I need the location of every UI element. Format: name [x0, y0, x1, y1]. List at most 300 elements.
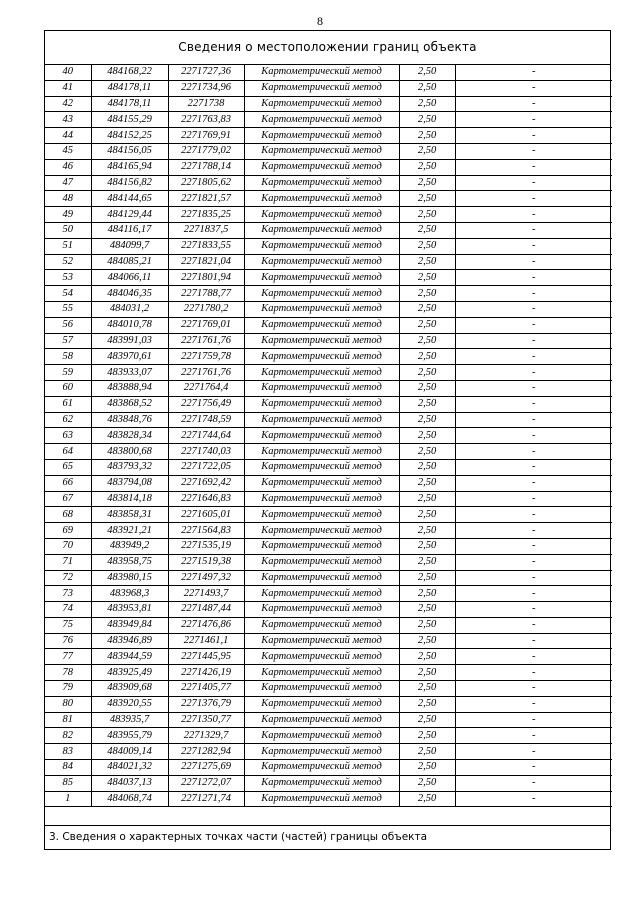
point-number-cell: 52 [45, 254, 91, 270]
point-number-cell: 59 [45, 365, 91, 381]
x-coordinate-cell: 483955,79 [91, 728, 168, 744]
description-cell: - [455, 175, 612, 191]
point-number-cell: 45 [45, 143, 91, 159]
table-row [45, 728, 612, 744]
method-cell: Картометрический метод [244, 143, 399, 159]
description-cell: - [455, 65, 612, 80]
description-cell: - [455, 80, 612, 96]
method-cell: Картометрический метод [244, 159, 399, 175]
y-coordinate-cell: 2271801,94 [168, 270, 244, 286]
point-number-cell: 75 [45, 617, 91, 633]
method-cell: Картометрический метод [244, 602, 399, 618]
accuracy-cell: 2,50 [399, 412, 455, 428]
point-number-cell: 76 [45, 633, 91, 649]
x-coordinate-cell: 483933,07 [91, 365, 168, 381]
table-row [45, 586, 612, 602]
y-coordinate-cell: 2271821,04 [168, 254, 244, 270]
table-row [45, 760, 612, 776]
method-cell: Картометрический метод [244, 128, 399, 144]
accuracy-cell: 2,50 [399, 428, 455, 444]
y-coordinate-cell: 2271376,79 [168, 696, 244, 712]
accuracy-cell: 2,50 [399, 207, 455, 223]
point-number-cell: 79 [45, 681, 91, 697]
x-coordinate-cell: 483953,81 [91, 602, 168, 618]
accuracy-cell: 2,50 [399, 633, 455, 649]
table-row [45, 349, 612, 365]
x-coordinate-cell: 484168,22 [91, 65, 168, 80]
x-coordinate-cell: 483968,3 [91, 586, 168, 602]
accuracy-cell: 2,50 [399, 523, 455, 539]
y-coordinate-cell: 2271763,83 [168, 112, 244, 128]
method-cell: Картометрический метод [244, 665, 399, 681]
description-cell: - [455, 349, 612, 365]
description-cell: - [455, 681, 612, 697]
table-row [45, 712, 612, 728]
point-number-cell: 63 [45, 428, 91, 444]
description-cell: - [455, 396, 612, 412]
table-row [45, 617, 612, 633]
description-cell: - [455, 791, 612, 807]
table-row [45, 428, 612, 444]
point-number-cell: 57 [45, 333, 91, 349]
description-cell: - [455, 333, 612, 349]
accuracy-cell: 2,50 [399, 602, 455, 618]
method-cell: Картометрический метод [244, 412, 399, 428]
table-row [45, 222, 612, 238]
x-coordinate-cell: 484152,25 [91, 128, 168, 144]
method-cell: Картометрический метод [244, 380, 399, 396]
page-number: 8 [317, 14, 323, 28]
x-coordinate-cell: 484037,13 [91, 775, 168, 791]
description-cell: - [455, 775, 612, 791]
description-cell: - [455, 760, 612, 776]
table-row [45, 333, 612, 349]
y-coordinate-cell: 2271821,57 [168, 191, 244, 207]
method-cell: Картометрический метод [244, 507, 399, 523]
point-number-cell: 73 [45, 586, 91, 602]
method-cell: Картометрический метод [244, 191, 399, 207]
table-row [45, 491, 612, 507]
point-number-cell: 67 [45, 491, 91, 507]
x-coordinate-cell: 484116,17 [91, 222, 168, 238]
point-number-cell: 84 [45, 760, 91, 776]
description-cell: - [455, 207, 612, 223]
y-coordinate-cell: 2271461,1 [168, 633, 244, 649]
accuracy-cell: 2,50 [399, 760, 455, 776]
description-cell: - [455, 365, 612, 381]
y-coordinate-cell: 2271833,55 [168, 238, 244, 254]
point-number-cell: 60 [45, 380, 91, 396]
description-cell: - [455, 649, 612, 665]
table-row [45, 696, 612, 712]
accuracy-cell: 2,50 [399, 649, 455, 665]
x-coordinate-cell: 483935,7 [91, 712, 168, 728]
method-cell: Картометрический метод [244, 459, 399, 475]
accuracy-cell: 2,50 [399, 665, 455, 681]
description-cell: - [455, 444, 612, 460]
description-cell: - [455, 159, 612, 175]
description-cell: - [455, 380, 612, 396]
y-coordinate-cell: 2271779,02 [168, 143, 244, 159]
coordinates-table-body [45, 65, 612, 807]
y-coordinate-cell: 2271493,7 [168, 586, 244, 602]
accuracy-cell: 2,50 [399, 475, 455, 491]
method-cell: Картометрический метод [244, 175, 399, 191]
accuracy-cell: 2,50 [399, 396, 455, 412]
accuracy-cell: 2,50 [399, 65, 455, 80]
x-coordinate-cell: 483970,61 [91, 349, 168, 365]
point-number-cell: 65 [45, 459, 91, 475]
x-coordinate-cell: 483848,76 [91, 412, 168, 428]
x-coordinate-cell: 484066,11 [91, 270, 168, 286]
accuracy-cell: 2,50 [399, 159, 455, 175]
x-coordinate-cell: 484068,74 [91, 791, 168, 807]
description-cell: - [455, 475, 612, 491]
accuracy-cell: 2,50 [399, 333, 455, 349]
x-coordinate-cell: 483925,49 [91, 665, 168, 681]
method-cell: Картометрический метод [244, 270, 399, 286]
accuracy-cell: 2,50 [399, 444, 455, 460]
x-coordinate-cell: 484129,44 [91, 207, 168, 223]
y-coordinate-cell: 2271788,14 [168, 159, 244, 175]
description-cell: - [455, 617, 612, 633]
y-coordinate-cell: 2271837,5 [168, 222, 244, 238]
method-cell: Картометрический метод [244, 744, 399, 760]
accuracy-cell: 2,50 [399, 270, 455, 286]
y-coordinate-cell: 2271272,07 [168, 775, 244, 791]
x-coordinate-cell: 484021,32 [91, 760, 168, 776]
point-number-cell: 41 [45, 80, 91, 96]
x-coordinate-cell: 483814,18 [91, 491, 168, 507]
x-coordinate-cell: 484009,14 [91, 744, 168, 760]
description-cell: - [455, 570, 612, 586]
point-number-cell: 58 [45, 349, 91, 365]
method-cell: Картометрический метод [244, 317, 399, 333]
description-cell: - [455, 602, 612, 618]
point-number-cell: 49 [45, 207, 91, 223]
y-coordinate-cell: 2271764,4 [168, 380, 244, 396]
y-coordinate-cell: 2271445,95 [168, 649, 244, 665]
table-row [45, 175, 612, 191]
accuracy-cell: 2,50 [399, 143, 455, 159]
point-number-cell: 71 [45, 554, 91, 570]
accuracy-cell: 2,50 [399, 301, 455, 317]
section-title: Сведения о местоположении границ объекта [45, 31, 610, 65]
point-number-cell: 77 [45, 649, 91, 665]
method-cell: Картометрический метод [244, 523, 399, 539]
x-coordinate-cell: 483980,15 [91, 570, 168, 586]
y-coordinate-cell: 2271329,7 [168, 728, 244, 744]
table-row [45, 191, 612, 207]
y-coordinate-cell: 2271564,83 [168, 523, 244, 539]
y-coordinate-cell: 2271759,78 [168, 349, 244, 365]
description-cell: - [455, 317, 612, 333]
x-coordinate-cell: 483888,94 [91, 380, 168, 396]
method-cell: Картометрический метод [244, 649, 399, 665]
method-cell: Картометрический метод [244, 775, 399, 791]
table-row [45, 775, 612, 791]
point-number-cell: 83 [45, 744, 91, 760]
method-cell: Картометрический метод [244, 696, 399, 712]
accuracy-cell: 2,50 [399, 317, 455, 333]
coordinates-table [45, 65, 612, 807]
description-cell: - [455, 301, 612, 317]
table-row [45, 665, 612, 681]
x-coordinate-cell: 483958,75 [91, 554, 168, 570]
accuracy-cell: 2,50 [399, 365, 455, 381]
accuracy-cell: 2,50 [399, 380, 455, 396]
method-cell: Картометрический метод [244, 65, 399, 80]
accuracy-cell: 2,50 [399, 222, 455, 238]
description-cell: - [455, 491, 612, 507]
table-row [45, 475, 612, 491]
accuracy-cell: 2,50 [399, 507, 455, 523]
y-coordinate-cell: 2271282,94 [168, 744, 244, 760]
point-number-cell: 64 [45, 444, 91, 460]
method-cell: Картометрический метод [244, 333, 399, 349]
y-coordinate-cell: 2271646,83 [168, 491, 244, 507]
y-coordinate-cell: 2271405,77 [168, 681, 244, 697]
point-number-cell: 80 [45, 696, 91, 712]
description-cell: - [455, 191, 612, 207]
accuracy-cell: 2,50 [399, 728, 455, 744]
table-row [45, 538, 612, 554]
x-coordinate-cell: 484178,11 [91, 96, 168, 112]
method-cell: Картометрический метод [244, 286, 399, 302]
method-cell: Картометрический метод [244, 791, 399, 807]
y-coordinate-cell: 2271761,76 [168, 365, 244, 381]
point-number-cell: 72 [45, 570, 91, 586]
method-cell: Картометрический метод [244, 365, 399, 381]
method-cell: Картометрический метод [244, 349, 399, 365]
method-cell: Картометрический метод [244, 586, 399, 602]
y-coordinate-cell: 2271487,44 [168, 602, 244, 618]
y-coordinate-cell: 2271535,19 [168, 538, 244, 554]
method-cell: Картометрический метод [244, 254, 399, 270]
y-coordinate-cell: 2271497,32 [168, 570, 244, 586]
y-coordinate-cell: 2271727,36 [168, 65, 244, 80]
point-number-cell: 40 [45, 65, 91, 80]
x-coordinate-cell: 483868,52 [91, 396, 168, 412]
y-coordinate-cell: 2271519,38 [168, 554, 244, 570]
accuracy-cell: 2,50 [399, 254, 455, 270]
point-number-cell: 74 [45, 602, 91, 618]
method-cell: Картометрический метод [244, 238, 399, 254]
table-row [45, 270, 612, 286]
point-number-cell: 81 [45, 712, 91, 728]
accuracy-cell: 2,50 [399, 586, 455, 602]
y-coordinate-cell: 2271350,77 [168, 712, 244, 728]
x-coordinate-cell: 484099,7 [91, 238, 168, 254]
table-row [45, 791, 612, 807]
method-cell: Картометрический метод [244, 444, 399, 460]
accuracy-cell: 2,50 [399, 744, 455, 760]
table-row [45, 143, 612, 159]
table-row [45, 444, 612, 460]
method-cell: Картометрический метод [244, 222, 399, 238]
x-coordinate-cell: 484156,82 [91, 175, 168, 191]
point-number-cell: 42 [45, 96, 91, 112]
point-number-cell: 70 [45, 538, 91, 554]
point-number-cell: 48 [45, 191, 91, 207]
accuracy-cell: 2,50 [399, 570, 455, 586]
y-coordinate-cell: 2271835,25 [168, 207, 244, 223]
accuracy-cell: 2,50 [399, 681, 455, 697]
x-coordinate-cell: 483946,89 [91, 633, 168, 649]
accuracy-cell: 2,50 [399, 538, 455, 554]
y-coordinate-cell: 2271756,49 [168, 396, 244, 412]
table-row [45, 301, 612, 317]
description-cell: - [455, 112, 612, 128]
table-row [45, 633, 612, 649]
table-row [45, 570, 612, 586]
point-number-cell: 78 [45, 665, 91, 681]
method-cell: Картометрический метод [244, 712, 399, 728]
description-cell: - [455, 459, 612, 475]
table-row [45, 554, 612, 570]
method-cell: Картометрический метод [244, 396, 399, 412]
point-number-cell: 51 [45, 238, 91, 254]
accuracy-cell: 2,50 [399, 712, 455, 728]
method-cell: Картометрический метод [244, 80, 399, 96]
method-cell: Картометрический метод [244, 554, 399, 570]
point-number-cell: 82 [45, 728, 91, 744]
y-coordinate-cell: 2271744,64 [168, 428, 244, 444]
table-row [45, 317, 612, 333]
description-cell: - [455, 143, 612, 159]
table-row [45, 128, 612, 144]
x-coordinate-cell: 483921,21 [91, 523, 168, 539]
table-row [45, 112, 612, 128]
y-coordinate-cell: 2271748,59 [168, 412, 244, 428]
table-row [45, 507, 612, 523]
accuracy-cell: 2,50 [399, 128, 455, 144]
y-coordinate-cell: 2271761,76 [168, 333, 244, 349]
x-coordinate-cell: 483793,32 [91, 459, 168, 475]
x-coordinate-cell: 484165,94 [91, 159, 168, 175]
method-cell: Картометрический метод [244, 681, 399, 697]
description-cell: - [455, 712, 612, 728]
table-row [45, 681, 612, 697]
description-cell: - [455, 633, 612, 649]
method-cell: Картометрический метод [244, 491, 399, 507]
x-coordinate-cell: 484085,21 [91, 254, 168, 270]
table-row [45, 396, 612, 412]
description-cell: - [455, 428, 612, 444]
point-number-cell: 69 [45, 523, 91, 539]
y-coordinate-cell: 2271271,74 [168, 791, 244, 807]
table-row [45, 96, 612, 112]
description-cell: - [455, 412, 612, 428]
point-number-cell: 68 [45, 507, 91, 523]
accuracy-cell: 2,50 [399, 80, 455, 96]
description-cell: - [455, 222, 612, 238]
table-row [45, 459, 612, 475]
table-row [45, 602, 612, 618]
table-row [45, 412, 612, 428]
table-row [45, 286, 612, 302]
y-coordinate-cell: 2271605,01 [168, 507, 244, 523]
point-number-cell: 62 [45, 412, 91, 428]
table-row [45, 254, 612, 270]
accuracy-cell: 2,50 [399, 775, 455, 791]
point-number-cell: 85 [45, 775, 91, 791]
method-cell: Картометрический метод [244, 538, 399, 554]
y-coordinate-cell: 2271805,62 [168, 175, 244, 191]
y-coordinate-cell: 2271722,05 [168, 459, 244, 475]
y-coordinate-cell: 2271788,77 [168, 286, 244, 302]
method-cell: Картометрический метод [244, 112, 399, 128]
point-number-cell: 55 [45, 301, 91, 317]
x-coordinate-cell: 484155,29 [91, 112, 168, 128]
description-cell: - [455, 665, 612, 681]
x-coordinate-cell: 483949,2 [91, 538, 168, 554]
method-cell: Картометрический метод [244, 617, 399, 633]
accuracy-cell: 2,50 [399, 491, 455, 507]
boundary-table-frame [44, 30, 611, 826]
point-number-cell: 56 [45, 317, 91, 333]
y-coordinate-cell: 2271426,19 [168, 665, 244, 681]
x-coordinate-cell: 483949,84 [91, 617, 168, 633]
point-number-cell: 50 [45, 222, 91, 238]
description-cell: - [455, 507, 612, 523]
accuracy-cell: 2,50 [399, 175, 455, 191]
x-coordinate-cell: 484178,11 [91, 80, 168, 96]
method-cell: Картометрический метод [244, 96, 399, 112]
x-coordinate-cell: 484031,2 [91, 301, 168, 317]
x-coordinate-cell: 484046,35 [91, 286, 168, 302]
point-number-cell: 61 [45, 396, 91, 412]
table-row [45, 80, 612, 96]
method-cell: Картометрический метод [244, 760, 399, 776]
point-number-cell: 47 [45, 175, 91, 191]
description-cell: - [455, 728, 612, 744]
table-row [45, 159, 612, 175]
x-coordinate-cell: 483944,59 [91, 649, 168, 665]
accuracy-cell: 2,50 [399, 286, 455, 302]
method-cell: Картометрический метод [244, 301, 399, 317]
accuracy-cell: 2,50 [399, 617, 455, 633]
description-cell: - [455, 554, 612, 570]
method-cell: Картометрический метод [244, 633, 399, 649]
accuracy-cell: 2,50 [399, 459, 455, 475]
x-coordinate-cell: 483858,31 [91, 507, 168, 523]
description-cell: - [455, 523, 612, 539]
description-cell: - [455, 270, 612, 286]
y-coordinate-cell: 2271769,91 [168, 128, 244, 144]
y-coordinate-cell: 2271780,2 [168, 301, 244, 317]
point-number-cell: 66 [45, 475, 91, 491]
table-row [45, 380, 612, 396]
description-cell: - [455, 254, 612, 270]
accuracy-cell: 2,50 [399, 696, 455, 712]
y-coordinate-cell: 2271769,01 [168, 317, 244, 333]
description-cell: - [455, 586, 612, 602]
x-coordinate-cell: 484144,65 [91, 191, 168, 207]
description-cell: - [455, 696, 612, 712]
table-row [45, 744, 612, 760]
y-coordinate-cell: 2271275,69 [168, 760, 244, 776]
x-coordinate-cell: 484010,78 [91, 317, 168, 333]
accuracy-cell: 2,50 [399, 791, 455, 807]
table-row [45, 365, 612, 381]
part-points-heading: 3. Сведения о характерных точках части (частей) границы объекта [44, 826, 611, 850]
x-coordinate-cell: 484156,05 [91, 143, 168, 159]
point-number-cell: 43 [45, 112, 91, 128]
y-coordinate-cell: 2271692,42 [168, 475, 244, 491]
y-coordinate-cell: 2271476,86 [168, 617, 244, 633]
point-number-cell: 44 [45, 128, 91, 144]
